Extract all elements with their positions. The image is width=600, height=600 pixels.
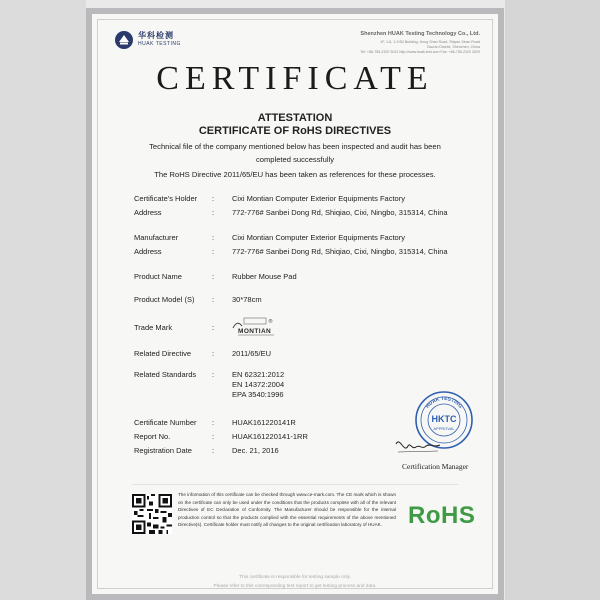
holder-label: Certificate's Holder: [134, 194, 198, 203]
standards-label: Related Standards: [134, 370, 197, 379]
certificate-document: [86, 8, 504, 600]
report-reference-note: Please refer to this corresponding test report to get testing process and data.: [213, 584, 377, 589]
company-name: Shenzhen HUAK Testing Technology Co., Ltd.: [360, 31, 480, 37]
directive-value: 2011/65/EU: [232, 349, 272, 358]
manufacturer-value: Cixi Montian Computer Exterior Equipments Factory: [232, 233, 405, 242]
seal-bottom-text: APPROVAL: [433, 426, 455, 431]
footer-divider: [132, 484, 458, 485]
company-contact-line: Tel: +86-755-2320 3022 http://www.huak-test.com Fax: +86-755-2320 3029: [360, 50, 480, 54]
standard-item: EN 62321:2012: [232, 370, 285, 379]
intro-text: Technical file of the company mentioned below has been inspected and audit has been completed successfully: [149, 142, 441, 164]
address-value: 772-776# Sanbei Dong Rd, Shiqiao, Cixi, Ningbo, 315314, China: [232, 208, 448, 217]
attestation-heading: ATTESTATION: [257, 112, 333, 124]
signature-icon: [392, 434, 444, 458]
certificate-title: CERTIFICATE: [156, 60, 434, 97]
colon: :: [212, 194, 215, 203]
trademark-label: Trade Mark: [134, 323, 173, 332]
standard-item: EN 14372:2004: [232, 380, 285, 389]
background-left: [0, 0, 86, 600]
colon: :: [212, 208, 215, 217]
report-number-label: Report No.: [134, 432, 171, 441]
colon: :: [212, 323, 215, 332]
colon: :: [212, 446, 215, 455]
cert-number-label: Certificate Number: [134, 418, 197, 427]
colon: :: [212, 418, 215, 427]
cert-number-value: HUAK161220141R: [232, 418, 296, 427]
standard-item: EPA 3540:1996: [232, 390, 284, 399]
trademark-logo-text: MONTIAN: [238, 328, 272, 335]
manufacturer-address-label: Address: [134, 247, 162, 256]
qr-code-icon: [132, 494, 172, 534]
directive-label: Related Directive: [134, 349, 192, 358]
product-name-value: Rubber Mouse Pad: [232, 272, 297, 281]
colon: :: [212, 349, 215, 358]
colon: :: [212, 295, 215, 304]
rohs-logo: RoHS: [408, 502, 476, 529]
manufacturer-label: Manufacturer: [134, 233, 179, 242]
certification-manager-label: Certification Manager: [402, 462, 469, 471]
directive-reference-text: The RoHS Directive 2011/65/EU has been taken as references for these processes.: [154, 170, 436, 179]
svg-text:®: ®: [268, 319, 273, 325]
company-address-line: 1F, 1-8, 1-9 B2 Building, Hong Shan Road, Shiyan Xinan Road: [380, 40, 480, 44]
colon: :: [212, 370, 215, 379]
logo-english-name: HUAK TESTING: [138, 41, 181, 47]
registration-date-label: Registration Date: [134, 446, 192, 455]
trademark-logo-icon: [230, 314, 282, 338]
product-model-value: 30*78cm: [232, 295, 262, 304]
product-name-label: Product Name: [134, 272, 182, 281]
logo-chinese-name: 华科检测: [138, 31, 174, 40]
colon: :: [212, 247, 215, 256]
manufacturer-address-value: 772-776# Sanbei Dong Rd, Shiqiao, Cixi, Ningbo, 315314, China: [232, 247, 448, 256]
footnote-text: The information of this certificate can be checked through www.ce-mark.com. The CE mark which is shown on the certificate can only be used under the conditions that the products complete with all of the relevant Directives of EC Declaration of Conformity. The Manufacturer should be responsible for the internal production control so that the products complied with the essential requirements of the above mentioned Directive(s). Certificate holder must notify all changes to the original certification laboratory of HUAK.: [178, 492, 396, 528]
address-label: Address: [134, 208, 162, 217]
certificate-subtitle: CERTIFICATE OF RoHS DIRECTIVES: [198, 125, 392, 137]
colon: :: [212, 233, 215, 242]
company-address-line: Bao'an District, Shenzhen, China: [427, 45, 480, 49]
colon: :: [212, 432, 215, 441]
seal-top-text: HUAK TESTING: [424, 395, 464, 410]
holder-value: Cixi Montian Computer Exterior Equipments Factory: [232, 194, 405, 203]
svg-text:HUAK TESTING: [425, 396, 464, 410]
report-number-value: HUAK161220141-1RR: [232, 432, 308, 441]
sample-disclaimer: This certificate is responsible for testing sample only.: [239, 575, 351, 580]
background-right: [505, 0, 600, 600]
seal-mid-text: HKTC: [431, 414, 457, 424]
product-model-label: Product Model (S): [134, 295, 195, 304]
huak-logo-icon: [114, 30, 134, 50]
registration-date-value: Dec. 21, 2016: [232, 446, 279, 455]
colon: :: [212, 272, 215, 281]
